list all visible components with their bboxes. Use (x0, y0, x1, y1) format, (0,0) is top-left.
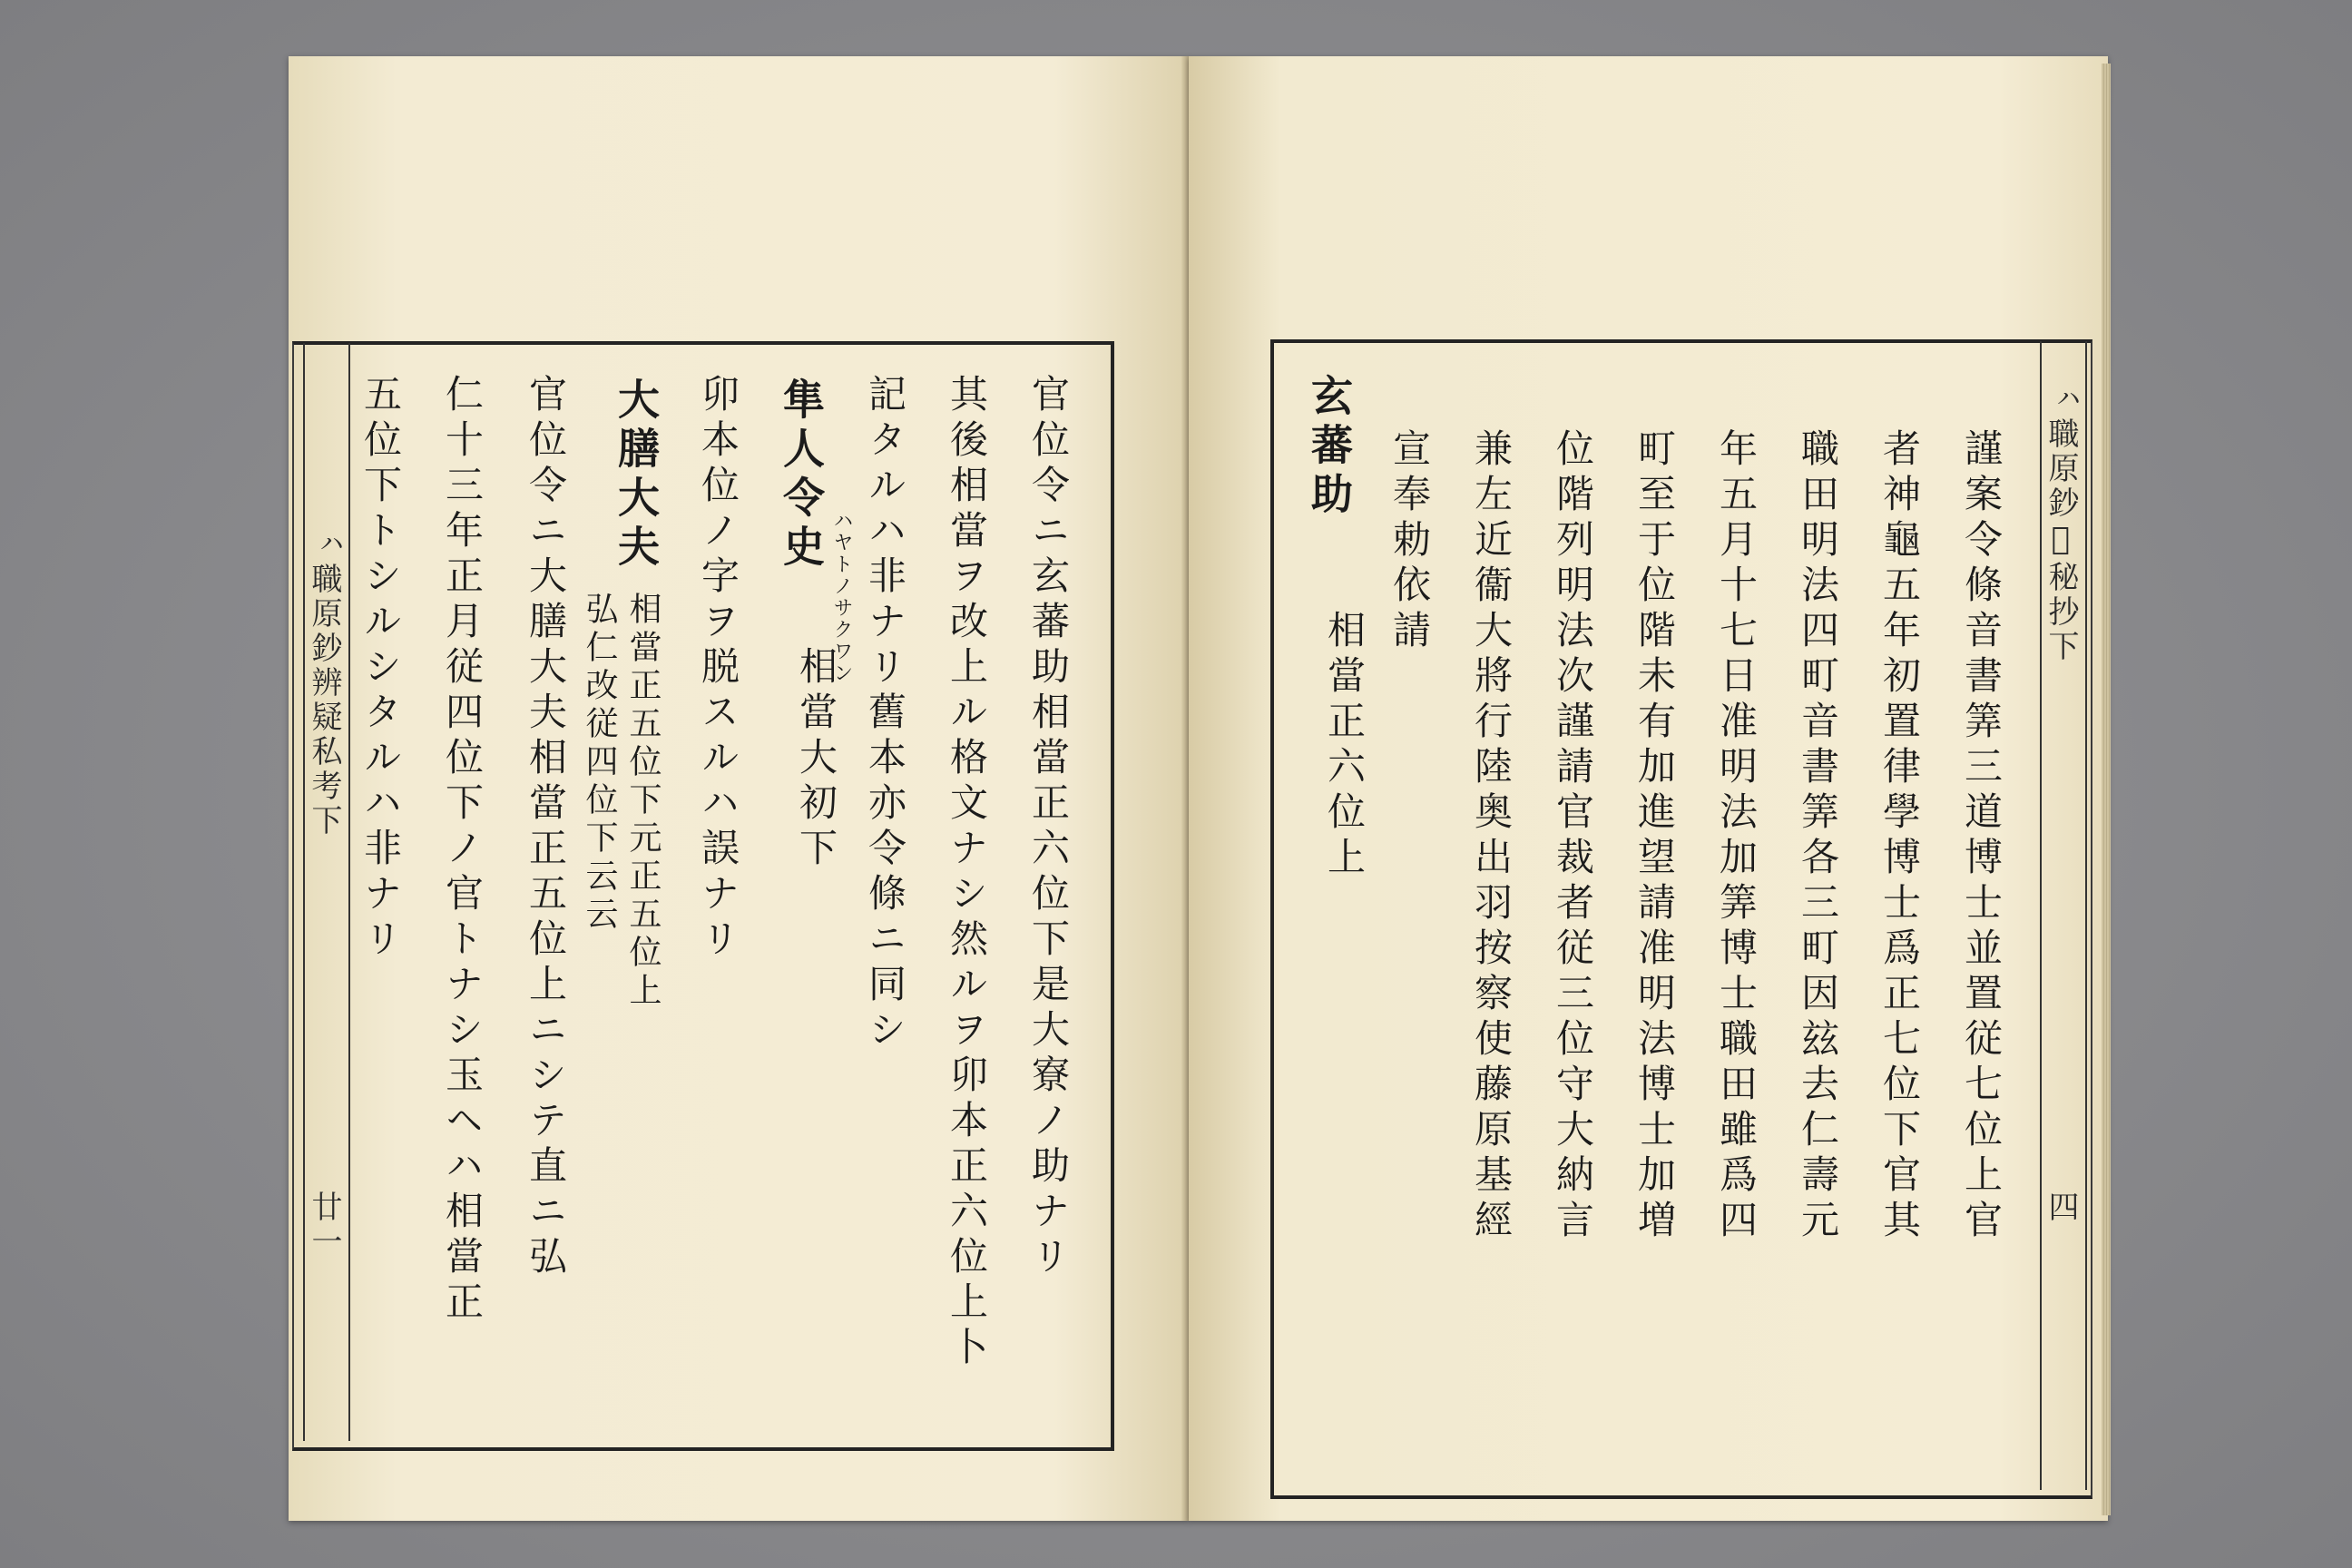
right-column-6: 位階列明法次謹請官裁者従三位守大納言 (1551, 428, 1595, 1245)
left-hashira (303, 343, 350, 1441)
right-column-4: 年五月十七日准明法加筭博士職田雖爲四 (1714, 428, 1759, 1245)
left-column-3: 記タルハ非ナリ舊本亦令條ニ同シ (863, 374, 907, 1054)
left-rank-line: 相當大初下 (794, 646, 838, 873)
right-column-7: 兼左近衞大將行陸奥出羽按察使藤原基經 (1469, 428, 1514, 1245)
left-column-6: 仁十三年正月従四位下ノ官トナシ玉ヘハ相當正 (440, 374, 485, 1327)
left-column-4: 卯本位ノ字ヲ脱スルハ誤ナリ (696, 374, 740, 964)
left-heading-hayato-reading: ハヤトノサクワン (830, 510, 853, 684)
open-book (289, 56, 2108, 1521)
right-column-3: 職田明法四町音書筭各三町因玆去仁壽元 (1796, 428, 1840, 1245)
left-heading-daizen: 大膳大夫 (612, 377, 661, 573)
right-column-2: 者神龜五年初置律學博士爲正七位下官其 (1877, 428, 1922, 1245)
left-column-7: 五位下トシルシタルハ非ナリ (358, 374, 403, 964)
left-note-2: 弘仁改従四位下云云 (581, 592, 618, 935)
left-column-5: 官位令ニ大膳大夫相當正五位上ニシテ直ニ弘 (524, 374, 568, 1281)
right-heading-genba: 玄蕃助 (1305, 374, 1354, 521)
right-column-8: 宣奉勅依請 (1387, 428, 1432, 655)
right-column-5: 町至于位階未有加進望請准明法博士加増 (1632, 428, 1677, 1245)
page-edges (2102, 64, 2111, 1515)
left-hashira-title: ㇵ職原鈔辨疑私考下 (306, 528, 342, 838)
right-rank-line: 相當正六位上 (1322, 610, 1367, 882)
left-hashira-page: 廿一 (306, 1191, 342, 1259)
right-column-1: 謹案令條音書筭三道博士並置従七位上官 (1959, 428, 2004, 1245)
left-page (289, 56, 1189, 1521)
right-page (1189, 56, 2108, 1521)
right-hashira-page: 四 (2043, 1191, 2079, 1225)
left-column-1: 官位令ニ玄蕃助相當正六位下是大寮ノ助ナリ (1026, 374, 1071, 1281)
right-hashira-title: ㇵ職原鈔𮘏秘抄下 (2043, 383, 2079, 664)
left-heading-hayato: 隼人令史 (777, 377, 826, 573)
left-note-1: 相當正五位下元正五位上 (624, 592, 662, 1011)
left-column-2: 其後相當ヲ改上ル格文ナシ然ルヲ卯本正六位上卜 (945, 374, 989, 1372)
